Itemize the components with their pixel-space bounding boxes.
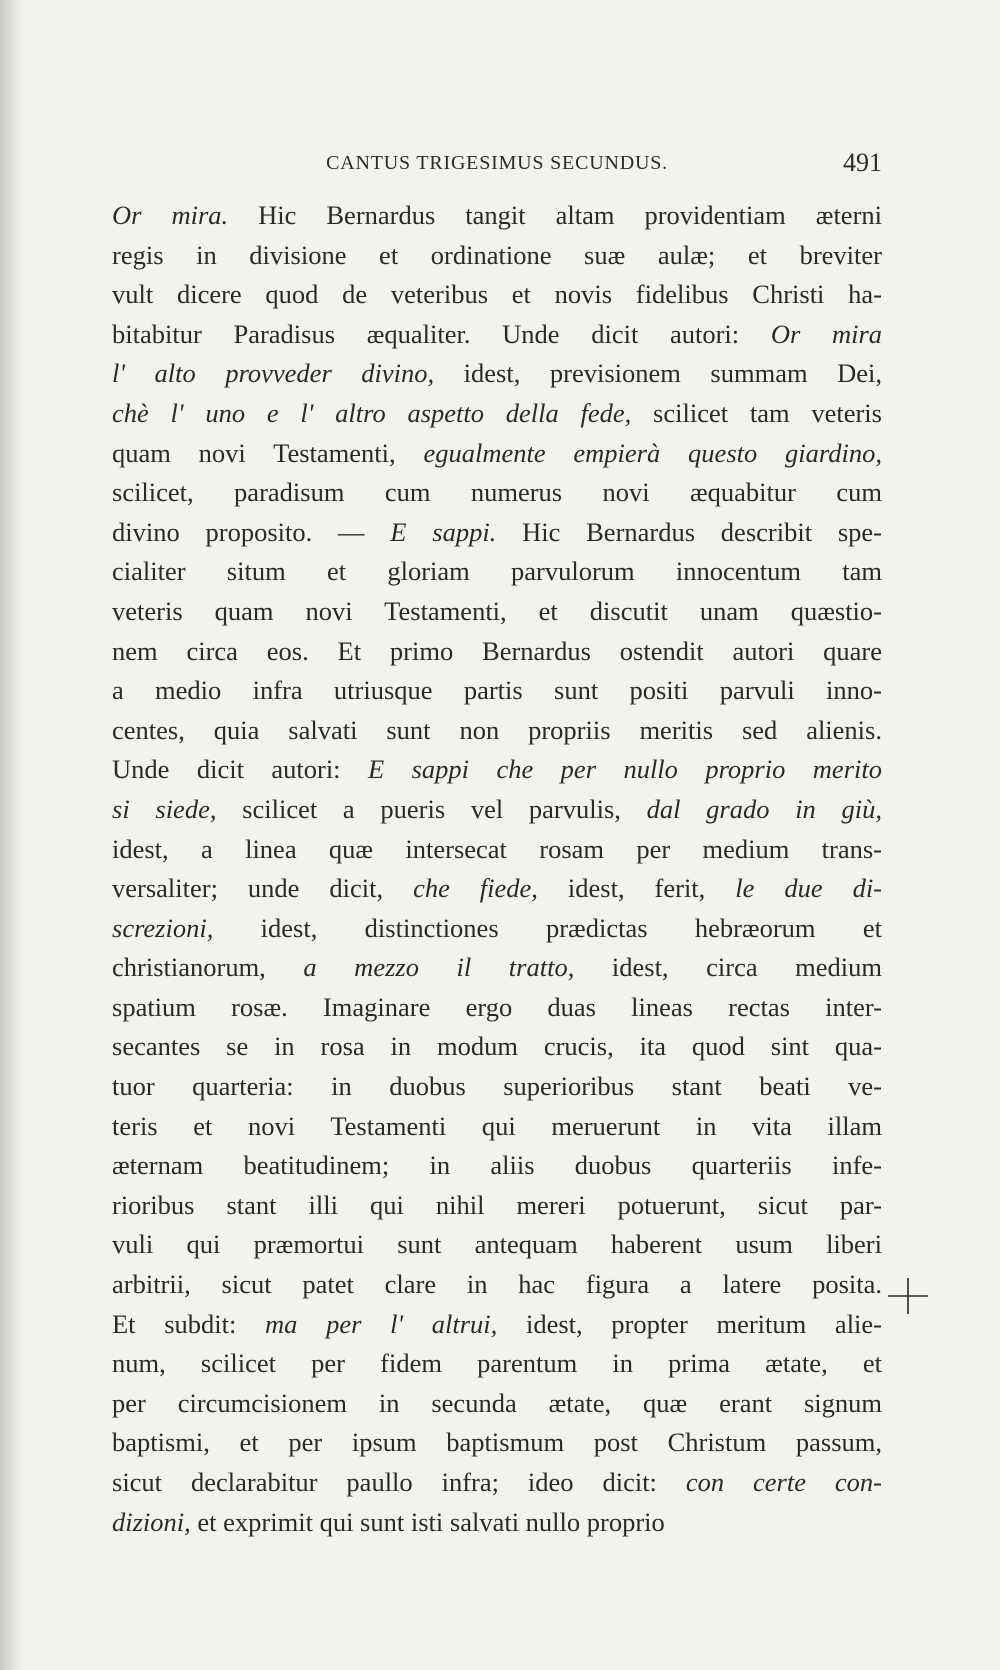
text-span: quam novi Testamenti, <box>112 437 424 468</box>
text-line <box>112 632 882 672</box>
text-line <box>112 790 882 830</box>
italic-quotation: egualmente empierà questo giardino, <box>423 437 882 468</box>
text-line <box>112 830 882 870</box>
text-span: arbitrii, sicut patet clare in hac figura a latere posita. <box>112 1269 882 1300</box>
text-line <box>112 909 882 949</box>
text-span: num, scilicet per fidem parentum in prima ætate, et <box>112 1348 882 1379</box>
text-span: Et subdit: <box>112 1308 266 1339</box>
text-line <box>112 1423 882 1463</box>
italic-quotation: si siede, <box>112 793 217 824</box>
italic-quotation: l' alto provveder divino, <box>112 358 435 389</box>
text-span: sicut declarabitur paullo infra; ideo dicit: <box>112 1467 686 1497</box>
text-span: nem circa eos. Et primo Bernardus ostendit autori quare <box>112 635 882 666</box>
text-span: bitabitur Paradisus æqualiter. Unde dicit autori: <box>112 318 771 349</box>
text-line <box>112 1344 882 1384</box>
text-span: Unde dicit autori: <box>112 754 368 785</box>
text-span: idest, ferit, <box>537 873 736 904</box>
text-span: scilicet a pueris vel parvulis, <box>216 793 647 824</box>
cross-figure-icon <box>888 1276 928 1316</box>
text-line <box>112 354 882 394</box>
text-span: regis in divisione et ordinatione suæ aulæ; et breviter <box>112 239 882 270</box>
italic-quotation: E sappi che per nullo proprio merito <box>367 754 882 785</box>
italic-quotation: E sappi. <box>390 516 497 547</box>
text-line <box>112 236 882 276</box>
italic-quotation: screzioni, <box>112 912 214 943</box>
italic-quotation: dizioni, <box>112 1506 191 1537</box>
text-span: versaliter; unde dicit, <box>112 873 414 904</box>
text-span: per circumcisionem in secunda ætate, quæ erant signum <box>112 1387 882 1418</box>
text-line <box>112 1503 882 1543</box>
text-line <box>112 1305 882 1345</box>
italic-quotation: a mezzo il tratto, <box>303 952 575 983</box>
italic-quotation: chè l' uno e l' altro aspetto della fede, <box>112 397 632 428</box>
text-line <box>112 988 882 1028</box>
text-line <box>112 1225 882 1265</box>
text-line <box>112 1265 882 1305</box>
text-span: vuli qui præmortui sunt antequam haberent usum liberi <box>112 1229 882 1260</box>
text-span: vult dicere quod de veteribus et novis fidelibus Christi ha- <box>112 279 882 310</box>
commentary-text <box>112 196 882 1542</box>
text-span: a medio infra utriusque partis sunt positi parvuli inno- <box>112 675 882 706</box>
italic-quotation: ma per l' altrui, <box>265 1308 498 1339</box>
text-span: rioribus stant illi qui nihil mereri potuerunt, sicut par- <box>112 1189 882 1220</box>
text-span: et exprimit qui sunt isti salvati nullo proprio <box>190 1506 665 1537</box>
running-title: CANTUS TRIGESIMUS SECUNDUS. <box>326 152 668 174</box>
text-line <box>112 592 882 632</box>
text-line <box>112 552 882 592</box>
italic-quotation: dal grado in giù, <box>646 793 882 824</box>
text-line <box>112 1463 882 1503</box>
text-line <box>112 275 882 315</box>
page-number: 491 <box>843 148 882 177</box>
italic-quotation: Or mira <box>770 318 883 349</box>
text-line <box>112 473 882 513</box>
text-span: baptismi, et per ipsum baptismum post Christum passum, <box>112 1427 882 1458</box>
text-line <box>112 711 882 751</box>
text-line <box>112 1067 882 1107</box>
text-span: tuor quarteria: in duobus superioribus stant beati ve- <box>112 1071 882 1102</box>
text-line <box>112 394 882 434</box>
text-span: cialiter situm et gloriam parvulorum innocentum tam <box>112 556 882 587</box>
text-span: idest, propter meritum alie- <box>497 1308 883 1339</box>
running-head <box>112 148 882 184</box>
text-line <box>112 750 882 790</box>
text-line <box>112 1384 882 1424</box>
text-line <box>112 948 882 988</box>
text-span: idest, previsionem summam Dei, <box>434 358 882 389</box>
text-line <box>112 671 882 711</box>
italic-quotation: che fiede, <box>413 873 538 904</box>
text-span: idest, circa medium <box>574 952 882 983</box>
page-gutter-shadow <box>0 0 24 1670</box>
italic-quotation: Or mira. <box>112 200 229 230</box>
text-span: secantes se in rosa in modum crucis, ita quod sint qua- <box>112 1031 882 1062</box>
text-line <box>112 1146 882 1186</box>
italic-quotation: le due di- <box>735 873 883 904</box>
text-span: divino proposito. — <box>112 516 391 547</box>
text-line <box>112 1027 882 1067</box>
text-span: Hic Bernardus describit spe- <box>496 516 882 547</box>
text-span: teris et novi Testamenti qui meruerunt in vita illam <box>112 1110 882 1141</box>
text-span: idest, a linea quæ intersecat rosam per medium trans- <box>112 833 882 864</box>
text-span: æternam beatitudinem; in aliis duobus quarteriis infe- <box>112 1150 882 1181</box>
text-line <box>112 869 882 909</box>
text-span: Hic Bernardus tangit altam providentiam æterni <box>228 200 883 230</box>
text-line <box>112 315 882 355</box>
text-span: scilicet, paradisum cum numerus novi æquabitur cum <box>112 477 882 508</box>
text-span: idest, distinctiones prædictas hebræorum et <box>213 912 882 943</box>
italic-quotation: con certe con- <box>685 1467 883 1497</box>
text-line <box>112 196 882 236</box>
text-span: spatium rosæ. Imaginare ergo duas lineas rectas inter- <box>112 991 882 1022</box>
text-line <box>112 434 882 474</box>
text-span: christianorum, <box>112 952 304 983</box>
text-span: scilicet tam veteris <box>631 397 882 428</box>
text-line <box>112 1186 882 1226</box>
text-line <box>112 513 882 553</box>
text-line <box>112 1107 882 1147</box>
text-span: veteris quam novi Testamenti, et discutit unam quæstio- <box>112 595 882 626</box>
text-span: centes, quia salvati sunt non propriis meritis sed alienis. <box>112 714 882 745</box>
